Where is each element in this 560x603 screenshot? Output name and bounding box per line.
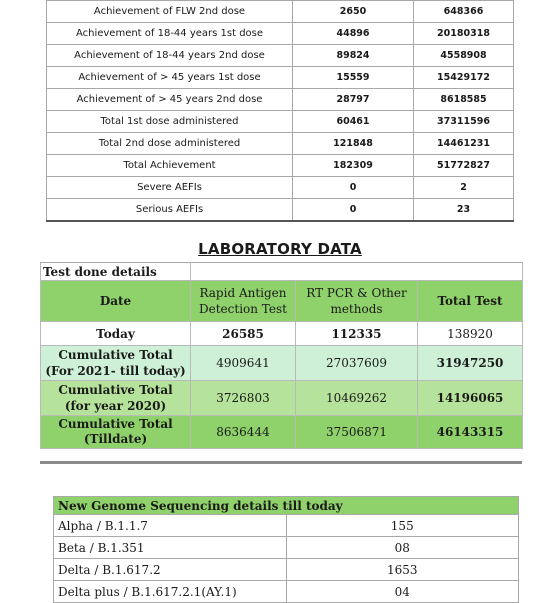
table-row <box>54 581 519 603</box>
district-value: 89824 <box>293 45 414 67</box>
rapid-value: 4909641 <box>191 346 296 381</box>
rtpcr-value: 37506871 <box>296 416 418 449</box>
rtpcr-value: 27037609 <box>296 346 418 381</box>
table-row <box>47 67 514 89</box>
row-label <box>41 381 191 416</box>
table-row <box>54 515 519 537</box>
row-label <box>41 346 191 381</box>
row-label <box>41 416 191 449</box>
test-done-title: Test done details <box>41 263 191 281</box>
table-row <box>47 89 514 111</box>
row-label: Achievement of > 45 years 2nd dose <box>47 89 293 111</box>
district-value: 15559 <box>293 67 414 89</box>
state-value: 8618585 <box>414 89 514 111</box>
district-value: 2650 <box>293 1 414 23</box>
total-test-header: Total Test <box>418 281 523 322</box>
variant-count: 155 <box>286 515 519 537</box>
table-row <box>41 381 523 416</box>
rtpcr-value: 10469262 <box>296 381 418 416</box>
total-value: 46143315 <box>418 416 523 449</box>
genome-table <box>53 496 519 603</box>
total-value: 138920 <box>418 322 523 346</box>
variant-name: Alpha / B.1.1.7 <box>54 515 287 537</box>
blank-cell <box>191 263 523 281</box>
header-line: RT PCR & Other <box>306 286 407 300</box>
header-line: Detection Test <box>199 302 287 316</box>
table-row <box>47 177 514 199</box>
table-row <box>54 559 519 581</box>
district-value: 121848 <box>293 133 414 155</box>
genome-header-row <box>54 497 519 515</box>
district-value: 0 <box>293 199 414 222</box>
variant-name: Beta / B.1.351 <box>54 537 287 559</box>
date-header: Date <box>41 281 191 322</box>
label-line: (for year 2020) <box>64 399 167 413</box>
row-label: Total 1st dose administered <box>47 111 293 133</box>
header-row <box>41 281 523 322</box>
row-label: Severe AEFIs <box>47 177 293 199</box>
table-row <box>47 45 514 67</box>
rtpcr-value: 112335 <box>296 322 418 346</box>
row-label: Achievement of 18-44 years 2nd dose <box>47 45 293 67</box>
row-label: Achievement of > 45 years 1st dose <box>47 67 293 89</box>
row-label: Achievement of FLW 2nd dose <box>47 1 293 23</box>
state-value: 2 <box>414 177 514 199</box>
rapid-value: 3726803 <box>191 381 296 416</box>
vaccination-table <box>46 0 514 222</box>
state-value: 648366 <box>414 1 514 23</box>
label-line: Cumulative Total <box>58 383 173 397</box>
table-row <box>47 23 514 45</box>
rtpcr-header <box>296 281 418 322</box>
variant-name: Delta / B.1.617.2 <box>54 559 287 581</box>
rapid-antigen-header <box>191 281 296 322</box>
state-value: 51772827 <box>414 155 514 177</box>
header-line: Rapid Antigen <box>199 286 287 300</box>
state-value: 20180318 <box>414 23 514 45</box>
variant-count: 08 <box>286 537 519 559</box>
state-value: 14461231 <box>414 133 514 155</box>
table-row <box>54 537 519 559</box>
table-title-row <box>41 263 523 281</box>
table-bottom-border <box>40 461 522 480</box>
row-label: Today <box>41 322 191 346</box>
district-value: 0 <box>293 177 414 199</box>
label-line: Cumulative Total <box>58 348 173 362</box>
state-value: 23 <box>414 199 514 222</box>
district-value: 28797 <box>293 89 414 111</box>
laboratory-section <box>40 262 522 480</box>
row-label: Total Achievement <box>47 155 293 177</box>
genome-title: New Genome Sequencing details till today <box>54 497 519 515</box>
laboratory-table <box>40 262 523 449</box>
header-line: methods <box>330 302 383 316</box>
laboratory-heading: LABORATORY DATA <box>198 240 362 258</box>
row-label: Achievement of 18-44 years 1st dose <box>47 23 293 45</box>
label-line: (For 2021- till today) <box>45 364 186 378</box>
row-label: Serious AEFIs <box>47 199 293 222</box>
table-row <box>47 1 514 23</box>
district-value: 44896 <box>293 23 414 45</box>
table-row <box>41 322 523 346</box>
state-value: 4558908 <box>414 45 514 67</box>
table-row <box>47 111 514 133</box>
rapid-value: 26585 <box>191 322 296 346</box>
table-row <box>41 346 523 381</box>
total-value: 31947250 <box>418 346 523 381</box>
row-label: Total 2nd dose administered <box>47 133 293 155</box>
state-value: 37311596 <box>414 111 514 133</box>
table-row <box>47 155 514 177</box>
table-row <box>47 199 514 222</box>
variant-name: Delta plus / B.1.617.2.1(AY.1) <box>54 581 287 603</box>
district-value: 60461 <box>293 111 414 133</box>
district-value: 182309 <box>293 155 414 177</box>
label-line: (Tilldate) <box>83 432 148 446</box>
table-row <box>41 416 523 449</box>
rapid-value: 8636444 <box>191 416 296 449</box>
state-value: 15429172 <box>414 67 514 89</box>
variant-count: 04 <box>286 581 519 603</box>
variant-count: 1653 <box>286 559 519 581</box>
total-value: 14196065 <box>418 381 523 416</box>
table-row <box>47 133 514 155</box>
label-line: Cumulative Total <box>58 417 173 431</box>
